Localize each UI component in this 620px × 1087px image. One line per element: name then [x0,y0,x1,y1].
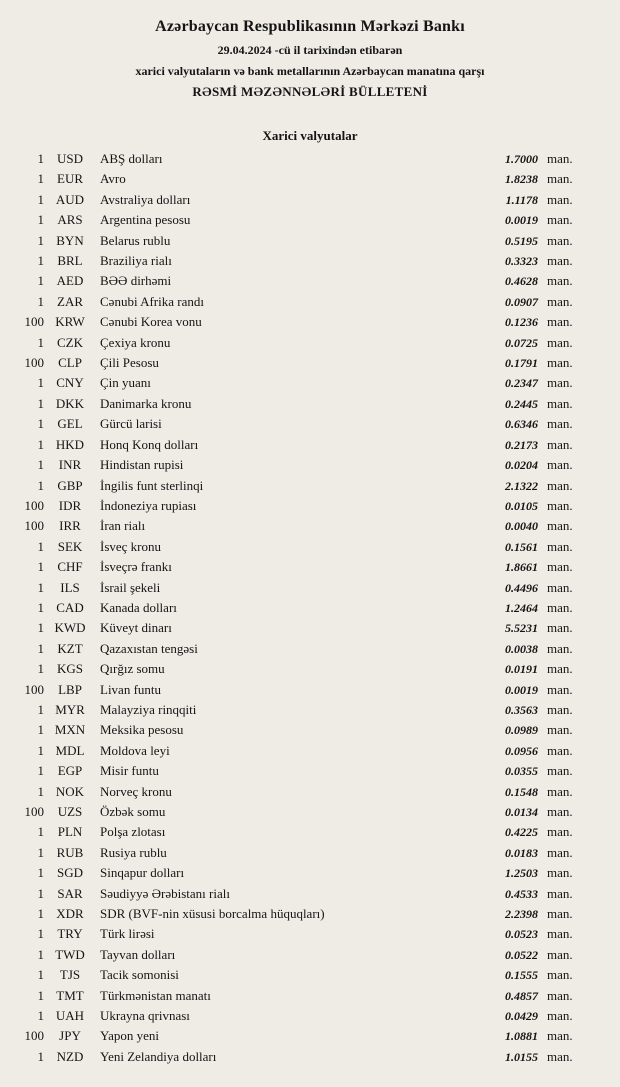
currency-name: Qırğız somu [100,661,165,677]
currency-quantity: 1 [37,436,44,452]
table-row [0,904,620,924]
currency-unit: man. [547,1048,573,1064]
currency-unit: man. [547,620,573,636]
table-row [0,945,620,965]
currency-rate: 0.0105 [505,498,538,513]
currency-unit: man. [547,273,573,289]
currency-quantity: 1 [37,334,44,350]
currency-rate: 2.2398 [505,907,538,922]
currency-quantity: 1 [37,1048,44,1064]
currency-quantity: 1 [37,620,44,636]
currency-name: BƏƏ dirhəmi [100,273,172,289]
table-row [0,353,620,373]
table-row [0,516,620,536]
currency-quantity: 100 [24,355,44,371]
currency-code: PLN [57,824,83,840]
currency-code: BYN [56,232,84,248]
currency-name: Tayvan dolları [100,946,176,962]
currency-rate: 0.4857 [505,988,538,1003]
currency-unit: man. [547,559,573,575]
currency-rate: 0.1555 [505,968,538,983]
table-row [0,863,620,883]
currency-code: CZK [57,334,83,350]
currency-code: KRW [55,314,85,330]
currency-quantity: 1 [37,742,44,758]
currency-code: SEK [57,538,83,554]
bulletin-title: RƏSMİ MƏZƏNNƏLƏRİ BÜLLETENİ [192,84,428,99]
currency-code: MXN [54,722,86,738]
currency-rate: 5.5231 [505,621,538,636]
currency-code: MDL [55,742,85,758]
table-row [0,578,620,598]
table-row [0,1006,620,1026]
currency-code: AUD [55,191,85,207]
section-title-foreign-currencies: Xarici valyutalar [262,128,358,143]
currency-rate: 0.0355 [505,764,538,779]
currency-unit: man. [547,579,573,595]
currency-unit: man. [547,804,573,819]
page-title: Azərbaycan Respublikasının Mərkəzi Bankı [155,18,465,35]
currency-code: ARS [57,212,83,228]
currency-code: USD [56,151,83,166]
currency-quantity: 100 [24,1028,44,1044]
currency-code: CLP [58,355,82,371]
currency-rate: 1.0155 [505,1049,538,1064]
currency-rate: 0.1236 [505,315,538,330]
currency-rate: 0.0019 [505,682,538,697]
currency-code: IDR [58,497,82,513]
table-row [0,598,620,618]
currency-unit: man. [547,477,573,493]
currency-name: Türkmənistan manatı [100,987,211,1003]
currency-rate: 1.0881 [505,1029,538,1044]
currency-rate: 0.3323 [505,254,538,269]
table-row [0,394,620,414]
currency-unit: man. [547,824,573,840]
currency-name: Kanada dolları [100,599,177,615]
currency-name: İsveçrə frankı [100,559,172,575]
currency-code: BRL [57,253,83,269]
currency-rate-table [0,149,620,1067]
currency-name: Yapon yeni [100,1028,159,1044]
currency-rate: 0.1791 [505,356,538,371]
currency-code: DKK [55,395,85,411]
table-row [0,312,620,332]
currency-unit: man. [547,191,573,207]
table-row [0,761,620,781]
currency-rate: 0.0907 [505,294,538,309]
currency-name: Honq Konq dolları [100,436,199,452]
table-row [0,455,620,475]
currency-quantity: 1 [37,375,44,391]
currency-quantity: 1 [37,579,44,595]
currency-unit: man. [547,599,573,615]
currency-unit: man. [547,375,573,391]
currency-rate: 0.0522 [505,947,538,962]
currency-quantity: 1 [37,640,44,656]
currency-unit: man. [547,538,573,554]
currency-rate: 0.0040 [505,519,538,534]
currency-rate: 0.4628 [505,274,538,289]
currency-quantity: 1 [37,212,44,228]
currency-rate: 0.1561 [505,539,538,554]
currency-code: SAR [57,885,83,901]
currency-unit: man. [547,946,573,962]
currency-name: Meksika pesosu [100,722,184,738]
currency-quantity: 1 [37,946,44,962]
currency-rate: 0.0523 [505,927,538,942]
currency-quantity: 100 [24,804,44,819]
currency-unit: man. [547,314,573,330]
currency-quantity: 1 [37,783,44,799]
currency-code: ZAR [57,293,83,309]
currency-name: Cənubi Afrika randı [100,293,204,309]
currency-code: MYR [55,701,85,717]
currency-unit: man. [547,661,573,677]
currency-rate: 1.7000 [505,152,538,166]
currency-name: Gürcü larisi [100,416,162,432]
currency-unit: man. [547,171,573,187]
currency-rate: 0.4225 [505,825,538,840]
currency-code: GBP [57,477,83,493]
currency-code: KWD [54,620,86,636]
currency-unit: man. [547,253,573,269]
table-row [0,169,620,189]
currency-code: TMT [56,987,84,1003]
currency-quantity: 1 [37,987,44,1003]
currency-name: Argentina pesosu [100,212,191,228]
table-row [0,822,620,842]
currency-name: İsrail şekeli [100,579,161,595]
currency-code: KZT [57,640,83,656]
currency-quantity: 1 [37,722,44,738]
currency-unit: man. [547,232,573,248]
table-row [0,986,620,1006]
currency-rate: 0.0019 [505,213,538,228]
currency-rate: 0.1548 [505,784,538,799]
currency-quantity: 1 [37,191,44,207]
currency-quantity: 100 [24,681,44,697]
currency-unit: man. [547,334,573,350]
table-row [0,680,620,700]
currency-rate: 0.0038 [505,641,538,656]
currency-name: Küveyt dinarı [100,620,172,636]
currency-quantity: 1 [37,763,44,779]
currency-name: Çexiya kronu [100,334,171,350]
currency-code: XDR [56,906,84,922]
currency-name: Ukrayna qrivnası [100,1008,190,1024]
currency-rate: 0.0183 [505,845,538,860]
currency-quantity: 1 [37,885,44,901]
currency-rate: 0.4533 [505,886,538,901]
table-row [0,618,620,638]
currency-code: CNY [56,375,84,391]
currency-quantity: 1 [37,395,44,411]
table-row [0,884,620,904]
currency-name: ABŞ dolları [100,151,163,166]
currency-rate: 0.0956 [505,743,538,758]
currency-code: INR [58,457,82,473]
table-row [0,373,620,393]
table-row [0,271,620,291]
currency-rate: 1.1178 [505,192,538,207]
currency-name: Braziliya rialı [100,253,172,269]
currency-unit: man. [547,1028,573,1044]
currency-name: Rusiya rublu [100,844,167,860]
currency-name: Danimarka kronu [100,395,192,411]
currency-name: Səudiyyə Ərəbistanı rialı [100,885,230,901]
currency-rate: 0.6346 [505,417,538,432]
currency-name: İsveç kronu [100,538,162,554]
currency-unit: man. [547,722,573,738]
currency-unit: man. [547,355,573,371]
currency-unit: man. [547,681,573,697]
currency-quantity: 1 [37,1008,44,1024]
currency-code: LBP [58,681,82,697]
table-row [0,1047,620,1067]
currency-quantity: 1 [37,967,44,983]
currency-code: NOK [55,783,85,799]
currency-unit: man. [547,783,573,799]
currency-rate: 1.2503 [505,866,538,881]
currency-code: UAH [55,1008,85,1024]
currency-name: Çin yuanı [100,375,151,391]
table-row [0,639,620,659]
currency-quantity: 1 [37,232,44,248]
currency-code: EUR [57,171,83,187]
currency-rate: 0.0204 [505,458,538,473]
table-row [0,496,620,516]
currency-name: Qazaxıstan tengəsi [100,640,198,656]
currency-unit: man. [547,844,573,860]
currency-quantity: 1 [37,253,44,269]
currency-code: CAD [56,599,84,615]
table-row [0,965,620,985]
currency-quantity: 1 [37,844,44,860]
currency-quantity: 100 [24,518,44,534]
table-row [0,190,620,210]
table-row [0,700,620,720]
currency-rate: 0.0429 [505,1009,538,1024]
currency-rate: 0.0725 [505,335,538,350]
currency-name: Yeni Zelandiya dolları [100,1048,217,1064]
currency-code: TWD [55,946,85,962]
table-row [0,924,620,944]
currency-code: UZS [57,804,83,819]
currency-code: JPY [59,1028,81,1044]
currency-unit: man. [547,151,573,166]
currency-rate: 0.2445 [505,396,538,411]
currency-rate: 1.8661 [505,560,538,575]
currency-name: Cənubi Korea vonu [100,314,202,330]
currency-unit: man. [547,457,573,473]
table-row [0,435,620,455]
currency-unit: man. [547,885,573,901]
currency-name: Hindistan rupisi [100,457,184,473]
currency-name: İndoneziya rupiası [100,497,197,513]
currency-rate: 0.0191 [505,662,538,677]
currency-name: İngilis funt sterlinqi [100,477,204,493]
currency-code: AED [56,273,84,289]
currency-rate: 1.2464 [505,600,538,615]
table-row [0,1026,620,1046]
currency-quantity: 1 [37,171,44,187]
currency-unit: man. [547,416,573,432]
currency-code: SGD [56,865,83,881]
currency-quantity: 1 [37,824,44,840]
currency-quantity: 1 [37,457,44,473]
currency-code: CHF [57,559,83,575]
currency-quantity: 100 [24,314,44,330]
table-row [0,149,620,169]
currency-name: Avro [100,171,126,187]
table-row [0,414,620,434]
currency-code: RUB [56,844,84,860]
currency-name: Çili Pesosu [100,355,159,371]
currency-code: EGP [57,763,83,779]
currency-quantity: 1 [37,559,44,575]
table-row [0,782,620,802]
table-row [0,333,620,353]
currency-name: Norveç kronu [100,783,172,799]
currency-name: Belarus rublu [100,232,171,248]
currency-quantity: 1 [37,273,44,289]
currency-rate: 0.2173 [505,437,538,452]
currency-quantity: 1 [37,865,44,881]
currency-rate: 0.2347 [505,376,538,391]
currency-unit: man. [547,1008,573,1024]
currency-rate: 0.0989 [505,723,538,738]
currency-name: Türk lirəsi [100,926,155,942]
currency-rate: 0.0134 [505,805,538,819]
currency-unit: man. [547,967,573,983]
currency-unit: man. [547,395,573,411]
currency-rate: 1.8238 [505,172,538,187]
currency-quantity: 1 [37,416,44,432]
currency-rate: 2.1322 [505,478,538,493]
currency-code: HKD [55,436,85,452]
currency-unit: man. [547,701,573,717]
currency-unit: man. [547,926,573,942]
currency-quantity: 1 [37,906,44,922]
subtitle-line: xarici valyutaların və bank metallarının Azərbaycan manatına qarşı [135,64,485,78]
currency-name: Özbək somu [100,804,166,819]
table-row [0,557,620,577]
currency-name: İran rialı [100,518,146,534]
currency-code: KGS [56,661,83,677]
currency-name: SDR (BVF-nin xüsusi borcalma hüquqları) [100,906,325,922]
table-row [0,537,620,557]
currency-code: NZD [56,1048,84,1064]
table-row [0,802,620,822]
currency-unit: man. [547,742,573,758]
currency-unit: man. [547,436,573,452]
bulletin-header [0,18,620,100]
currency-name: Sinqapur dolları [100,865,185,881]
currency-name: Moldova leyi [100,742,170,758]
table-row [0,720,620,740]
currency-code: TJS [59,967,81,983]
table-row [0,843,620,863]
currency-name: Polşa zlotası [100,824,166,840]
currency-name: Misir funtu [100,763,159,779]
table-row [0,292,620,312]
currency-rate: 0.5195 [505,233,538,248]
currency-quantity: 1 [37,293,44,309]
currency-unit: man. [547,497,573,513]
currency-unit: man. [547,293,573,309]
currency-quantity: 1 [37,661,44,677]
currency-name: Tacik somonisi [100,967,179,983]
currency-quantity: 1 [37,151,44,166]
currency-code: GEL [57,416,83,432]
currency-quantity: 100 [24,497,44,513]
currency-rate: 0.3563 [505,702,538,717]
currency-quantity: 1 [37,538,44,554]
currency-name: Livan funtu [100,681,162,697]
currency-code: IRR [59,518,81,534]
currency-quantity: 1 [37,599,44,615]
currency-unit: man. [547,906,573,922]
effective-date-line: 29.04.2024 -cü il tarixindən etibarən [217,43,403,57]
currency-name: Avstraliya dolları [100,191,191,207]
currency-unit: man. [547,518,573,534]
currency-quantity: 1 [37,926,44,942]
currency-name: Malayziya rinqqiti [100,701,197,717]
table-row [0,231,620,251]
currency-unit: man. [547,763,573,779]
currency-rate: 0.4496 [505,580,538,595]
currency-code: ILS [60,579,80,595]
table-row [0,741,620,761]
currency-code: TRY [57,926,83,942]
currency-quantity: 1 [37,701,44,717]
table-row [0,659,620,679]
currency-unit: man. [547,640,573,656]
table-row [0,476,620,496]
table-row [0,210,620,230]
currency-unit: man. [547,212,573,228]
currency-quantity: 1 [37,477,44,493]
currency-unit: man. [547,987,573,1003]
table-row [0,251,620,271]
currency-unit: man. [547,865,573,881]
